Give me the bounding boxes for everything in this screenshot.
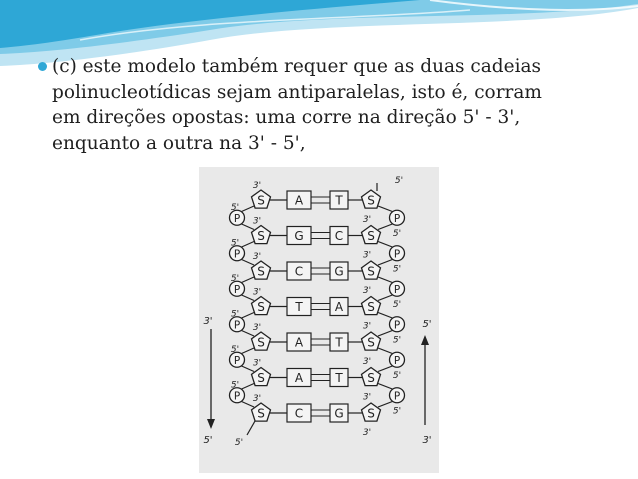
bullet-line-3: em direções opostas: uma corre na direção 5' - 3', bbox=[52, 107, 521, 128]
prime-label-left-5: 5' bbox=[230, 273, 240, 284]
base-left-label: C bbox=[294, 264, 304, 279]
prime-label-right: 3' bbox=[362, 250, 372, 261]
strand-end-label: 5' bbox=[234, 438, 244, 448]
backbone-bond-right bbox=[378, 224, 393, 230]
prime-label-right: 3' bbox=[362, 392, 372, 403]
backbone-bond-right bbox=[378, 313, 393, 319]
prime-label-left-5: 5' bbox=[230, 344, 240, 355]
sugar-left-label: S bbox=[257, 229, 265, 243]
sugar-left-label: S bbox=[257, 193, 265, 208]
backbone-bond-left bbox=[241, 277, 254, 283]
phosphate-right-label: P bbox=[393, 248, 401, 261]
strand-end-left-bottom bbox=[247, 421, 255, 435]
backbone-bond-left bbox=[241, 313, 254, 319]
bullet-line-1: (c) este modelo também requer que as duas cadeias bbox=[52, 56, 542, 77]
prime-label-left-5: 5' bbox=[230, 309, 240, 320]
backbone-bond-right bbox=[378, 206, 393, 212]
prime-label-right: 3' bbox=[362, 215, 372, 225]
bullet-paragraph bbox=[52, 54, 612, 156]
backbone-bond-right bbox=[378, 259, 393, 265]
phosphate-right-label: P bbox=[393, 354, 401, 367]
prime-label-left: 3' bbox=[252, 358, 262, 369]
sugar-right-label: S bbox=[367, 193, 375, 208]
base-left-label: T bbox=[295, 300, 303, 314]
sugar-left-label: S bbox=[257, 371, 265, 385]
sugar-right-label: S bbox=[367, 371, 375, 385]
prime-label-right-5: 5' bbox=[392, 335, 402, 346]
sugar-left-label: S bbox=[257, 300, 265, 314]
base-right-label: T bbox=[335, 193, 343, 208]
base-right-label: C bbox=[334, 229, 344, 243]
backbone-bond-right bbox=[378, 366, 393, 372]
direction-arrow-right-head bbox=[421, 335, 429, 345]
base-left-label: A bbox=[294, 371, 304, 385]
bullet-line-4: enquanto a outra na 3' - 5', bbox=[52, 132, 306, 154]
prime-label-left-5: 5' bbox=[230, 380, 240, 391]
phosphate-right-label: P bbox=[393, 319, 401, 332]
backbone-bond-left bbox=[241, 384, 254, 390]
phosphate-left-label: P bbox=[233, 319, 241, 332]
prime-label-right-5: 5' bbox=[392, 370, 402, 381]
dna-diagram bbox=[199, 167, 439, 473]
backbone-bond-right bbox=[378, 277, 393, 283]
strand-end-label: 5' bbox=[394, 176, 404, 186]
arrow-right-top-label: 5' bbox=[422, 319, 432, 330]
prime-label-right-5: 5' bbox=[392, 228, 402, 239]
prime-label-right-5: 5' bbox=[392, 299, 402, 310]
base-left-label: G bbox=[294, 229, 304, 243]
sugar-left-label: S bbox=[257, 335, 265, 350]
sugar-left-label: S bbox=[257, 264, 265, 279]
sugar-right-label: S bbox=[367, 406, 375, 421]
sugar-right-label: S bbox=[367, 264, 375, 279]
base-left-label: A bbox=[294, 335, 304, 350]
prime-label-right-5: 5' bbox=[392, 406, 402, 417]
sugar-left-label: S bbox=[257, 406, 265, 421]
sugar-right-label: S bbox=[367, 229, 375, 243]
direction-arrow-left-head bbox=[207, 419, 215, 429]
prime-label-left: 3' bbox=[252, 394, 262, 404]
backbone-bond-right bbox=[378, 242, 393, 248]
phosphate-left-label: P bbox=[233, 354, 241, 367]
prime-label-left: 3' bbox=[252, 252, 262, 262]
prime-label-left: 3' bbox=[252, 181, 262, 191]
prime-label-right: 3' bbox=[362, 357, 372, 367]
backbone-bond-right bbox=[378, 330, 393, 336]
prime-label-left-5: 5' bbox=[230, 202, 240, 213]
backbone-bond-left bbox=[241, 242, 254, 248]
prime-label-left-5: 5' bbox=[230, 238, 240, 249]
base-right-label: T bbox=[335, 371, 343, 385]
base-right-label: T bbox=[335, 335, 343, 350]
bullet-line-2: polinucleotídicas sejam antiparalelas, isto é, corram bbox=[52, 81, 542, 103]
base-right-label: A bbox=[334, 300, 344, 314]
prime-label-right: 3' bbox=[362, 428, 372, 438]
backbone-bond-right bbox=[378, 295, 393, 301]
prime-label-left: 3' bbox=[252, 323, 262, 333]
base-left-label: C bbox=[294, 406, 304, 421]
dna-antiparallel-figure bbox=[199, 167, 439, 473]
base-left-label: A bbox=[294, 193, 304, 208]
phosphate-left-label: P bbox=[233, 283, 241, 296]
prime-label-right: 3' bbox=[362, 286, 372, 296]
prime-label-left: 3' bbox=[252, 216, 262, 227]
arrow-right-bottom-label: 3' bbox=[422, 435, 432, 446]
backbone-bond-right bbox=[378, 401, 393, 407]
prime-label-left: 3' bbox=[252, 287, 262, 298]
base-right-label: G bbox=[334, 406, 344, 421]
base-right-label: G bbox=[334, 264, 344, 279]
bullet-dot-icon bbox=[38, 62, 47, 71]
phosphate-left-label: P bbox=[233, 390, 241, 403]
phosphate-right-label: P bbox=[393, 283, 401, 296]
phosphate-left-label: P bbox=[233, 212, 241, 225]
backbone-bond-left bbox=[241, 206, 254, 212]
prime-label-right-5: 5' bbox=[392, 264, 402, 275]
sugar-right-label: S bbox=[367, 300, 375, 314]
sugar-right-label: S bbox=[367, 335, 375, 350]
backbone-bond-right bbox=[378, 384, 393, 390]
arrow-left-bottom-label: 5' bbox=[203, 435, 213, 446]
phosphate-left-label: P bbox=[233, 248, 241, 261]
backbone-bond-left bbox=[241, 348, 254, 354]
backbone-bond-right bbox=[378, 348, 393, 354]
prime-label-right: 3' bbox=[362, 321, 372, 332]
phosphate-right-label: P bbox=[393, 212, 401, 225]
phosphate-right-label: P bbox=[393, 390, 401, 403]
arrow-left-top-label: 3' bbox=[203, 316, 213, 327]
